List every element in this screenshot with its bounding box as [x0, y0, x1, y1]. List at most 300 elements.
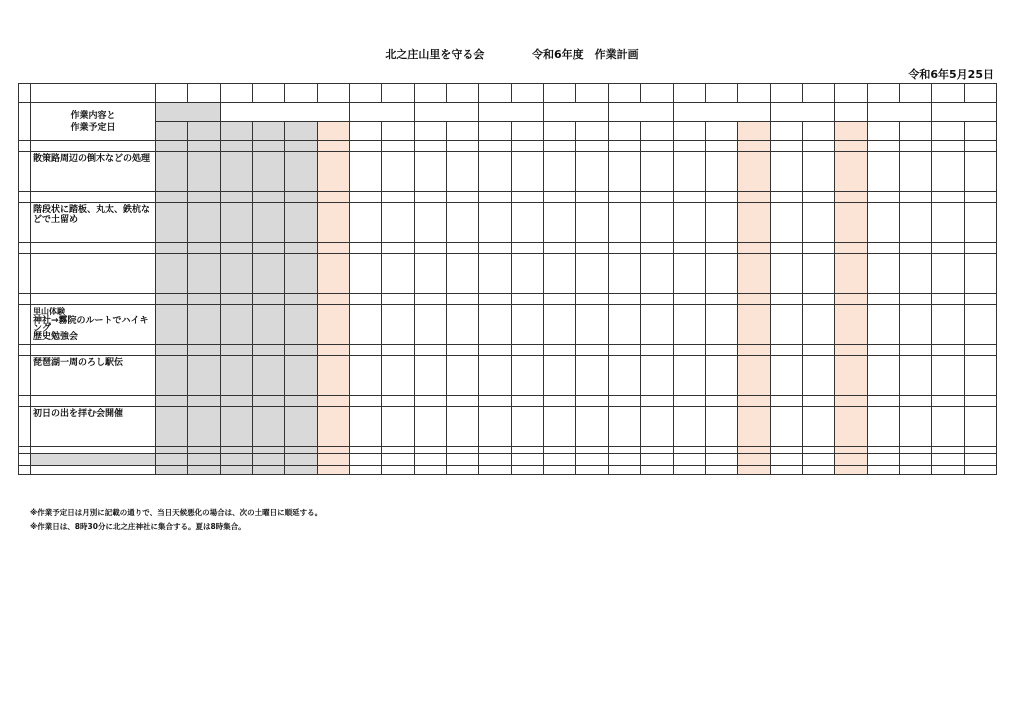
schedule-cell	[220, 466, 252, 475]
schedule-cell	[156, 305, 188, 345]
schedule-cell	[188, 447, 220, 454]
day-label	[317, 122, 349, 141]
attendance-count	[285, 454, 317, 466]
task-mark	[544, 141, 576, 152]
task-mark	[156, 141, 188, 152]
task-mark	[220, 192, 252, 203]
task-mark	[738, 192, 770, 203]
column-number-row	[19, 84, 997, 103]
schedule-cell	[964, 356, 996, 396]
org-name: 北之庄山里を守る会	[385, 48, 485, 61]
schedule-cell	[447, 407, 479, 447]
task-title-row	[19, 192, 997, 203]
task-mark	[964, 294, 996, 305]
schedule-cell	[253, 203, 285, 243]
task-title-row	[19, 141, 997, 152]
schedule-cell	[350, 152, 382, 192]
plan-title: 令和6年度 作業計画	[532, 48, 639, 61]
schedule-cell	[802, 254, 834, 294]
task-mark	[156, 192, 188, 203]
schedule-cell	[835, 466, 867, 475]
schedule-cell	[608, 447, 640, 454]
task-mark	[350, 294, 382, 305]
month-label	[835, 103, 867, 122]
schedule-cell	[770, 407, 802, 447]
task-mark	[447, 396, 479, 407]
schedule-cell	[544, 203, 576, 243]
task-mark	[447, 192, 479, 203]
task-mark	[414, 243, 446, 254]
schedule-cell	[641, 152, 673, 192]
day-label	[964, 122, 996, 141]
schedule-cell	[188, 466, 220, 475]
day-label	[511, 122, 543, 141]
column-number	[835, 84, 867, 103]
task-mark	[932, 396, 964, 407]
schedule-cell	[285, 305, 317, 345]
schedule-cell	[932, 305, 964, 345]
task-mark	[641, 141, 673, 152]
schedule-cell	[350, 305, 382, 345]
notes	[30, 506, 322, 534]
schedule-cell	[285, 447, 317, 454]
schedule-cell	[511, 356, 543, 396]
schedule-cell	[899, 305, 931, 345]
task-mark	[802, 243, 834, 254]
attendance-count	[770, 454, 802, 466]
task-mark	[835, 243, 867, 254]
schedule-cell	[511, 466, 543, 475]
task-number	[19, 294, 31, 305]
task-description-line: 階段状に踏板、丸太、鉄杭な	[33, 205, 151, 215]
schedule-cell	[770, 254, 802, 294]
schedule-cell	[317, 254, 349, 294]
task-title-row	[19, 294, 997, 305]
schedule-cell	[285, 152, 317, 192]
attendance-count	[188, 454, 220, 466]
schedule-cell	[479, 152, 511, 192]
schedule-cell	[641, 203, 673, 243]
schedule-cell	[705, 305, 737, 345]
task-title-row	[19, 243, 997, 254]
schedule-cell	[544, 466, 576, 475]
task-mark	[705, 345, 737, 356]
attendance-count	[738, 454, 770, 466]
schedule-cell	[414, 356, 446, 396]
schedule-cell	[414, 447, 446, 454]
task-number-blank	[19, 254, 31, 294]
schedule-cell	[738, 305, 770, 345]
schedule-cell	[705, 447, 737, 454]
task-number	[19, 141, 31, 152]
column-number	[382, 84, 414, 103]
blank-row	[19, 466, 997, 475]
attendance-count	[220, 454, 252, 466]
day-label	[608, 122, 640, 141]
day-label	[285, 122, 317, 141]
column-number	[511, 84, 543, 103]
task-mark	[447, 345, 479, 356]
task-desc-row	[19, 356, 997, 396]
column-number	[544, 84, 576, 103]
task-number	[19, 345, 31, 356]
task-mark	[414, 396, 446, 407]
task-mark	[188, 396, 220, 407]
schedule-cell	[479, 466, 511, 475]
task-mark	[899, 141, 931, 152]
task-header-label	[31, 103, 156, 141]
attendance-count	[899, 454, 931, 466]
schedule-cell	[220, 254, 252, 294]
schedule-cell	[641, 356, 673, 396]
task-mark	[867, 141, 899, 152]
attendance-count	[705, 454, 737, 466]
schedule-cell	[867, 254, 899, 294]
task-mark	[285, 345, 317, 356]
work-plan-table	[18, 83, 997, 475]
schedule-cell	[673, 305, 705, 345]
schedule-cell	[867, 447, 899, 454]
task-mark	[705, 396, 737, 407]
task-mark	[738, 345, 770, 356]
task-mark	[835, 141, 867, 152]
schedule-cell	[447, 466, 479, 475]
schedule-cell	[608, 466, 640, 475]
schedule-cell	[156, 447, 188, 454]
task-mark	[899, 243, 931, 254]
task-mark	[479, 294, 511, 305]
task-mark	[350, 192, 382, 203]
schedule-cell	[576, 407, 608, 447]
schedule-cell	[899, 254, 931, 294]
task-desc-row	[19, 203, 997, 243]
task-mark	[414, 141, 446, 152]
task-mark	[835, 192, 867, 203]
schedule-cell	[253, 407, 285, 447]
schedule-cell	[705, 203, 737, 243]
attendance-count	[544, 454, 576, 466]
task-header-line: 作業内容と	[70, 110, 116, 121]
schedule-cell	[188, 407, 220, 447]
task-mark	[317, 345, 349, 356]
task-description	[31, 305, 156, 345]
task-mark	[932, 243, 964, 254]
schedule-cell	[350, 466, 382, 475]
task-desc-row	[19, 305, 997, 345]
schedule-cell	[188, 356, 220, 396]
task-mark	[544, 243, 576, 254]
schedule-cell	[641, 254, 673, 294]
schedule-cell	[544, 356, 576, 396]
task-description	[31, 407, 156, 447]
task-mark	[350, 345, 382, 356]
task-mark	[964, 345, 996, 356]
schedule-cell	[447, 447, 479, 454]
task-mark	[673, 192, 705, 203]
schedule-cell	[835, 152, 867, 192]
schedule-cell	[770, 447, 802, 454]
task-mark	[608, 243, 640, 254]
schedule-cell	[447, 356, 479, 396]
schedule-cell	[802, 466, 834, 475]
task-mark	[188, 141, 220, 152]
task-mark	[188, 345, 220, 356]
task-mark	[188, 192, 220, 203]
task-number	[19, 192, 31, 203]
schedule-cell	[964, 447, 996, 454]
schedule-cell	[738, 466, 770, 475]
task-mark	[738, 294, 770, 305]
task-mark	[350, 141, 382, 152]
schedule-cell	[414, 305, 446, 345]
schedule-cell	[317, 466, 349, 475]
schedule-cell	[899, 407, 931, 447]
task-number-blank	[19, 356, 31, 396]
schedule-cell	[156, 356, 188, 396]
schedule-cell	[317, 356, 349, 396]
schedule-cell	[285, 203, 317, 243]
schedule-cell	[414, 407, 446, 447]
schedule-cell	[802, 356, 834, 396]
task-mark	[802, 192, 834, 203]
task-mark	[608, 192, 640, 203]
day-label	[705, 122, 737, 141]
task-mark	[673, 243, 705, 254]
schedule-cell	[932, 447, 964, 454]
task-mark	[802, 294, 834, 305]
schedule-cell	[317, 407, 349, 447]
task-mark	[835, 345, 867, 356]
task-mark	[156, 294, 188, 305]
task-mark	[867, 243, 899, 254]
schedule-cell	[932, 407, 964, 447]
schedule-cell	[802, 203, 834, 243]
schedule-cell	[220, 407, 252, 447]
schedule-cell	[802, 152, 834, 192]
schedule-cell	[350, 356, 382, 396]
column-number	[608, 84, 640, 103]
day-label	[835, 122, 867, 141]
month-label	[156, 103, 221, 122]
schedule-cell	[770, 203, 802, 243]
task-mark	[770, 345, 802, 356]
task-mark	[382, 345, 414, 356]
schedule-cell	[220, 305, 252, 345]
task-mark	[220, 345, 252, 356]
task-mark	[673, 396, 705, 407]
schedule-cell	[738, 356, 770, 396]
task-mark	[770, 243, 802, 254]
column-number	[253, 84, 285, 103]
task-mark	[899, 345, 931, 356]
schedule-cell	[188, 203, 220, 243]
schedule-cell	[479, 407, 511, 447]
task-mark	[511, 243, 543, 254]
schedule-cell	[899, 203, 931, 243]
month-label	[350, 103, 415, 122]
column-number	[220, 84, 252, 103]
column-number	[932, 84, 964, 103]
attendance-count	[641, 454, 673, 466]
task-mark	[738, 396, 770, 407]
task-number-blank	[19, 305, 31, 345]
document-title	[0, 46, 1024, 62]
day-label	[382, 122, 414, 141]
task-mark	[156, 243, 188, 254]
schedule-cell	[705, 254, 737, 294]
schedule-cell	[382, 203, 414, 243]
task-mark	[479, 243, 511, 254]
task-mark	[608, 345, 640, 356]
task-mark	[641, 243, 673, 254]
column-number	[738, 84, 770, 103]
task-title	[31, 294, 156, 305]
month-label	[608, 103, 673, 122]
task-mark	[705, 294, 737, 305]
day-label	[867, 122, 899, 141]
month-label	[932, 103, 997, 122]
day-label	[738, 122, 770, 141]
task-number	[19, 243, 31, 254]
attendance-count	[673, 454, 705, 466]
month-label	[479, 103, 544, 122]
schedule-cell	[673, 203, 705, 243]
schedule-cell	[641, 466, 673, 475]
attendance-count	[382, 454, 414, 466]
schedule-cell	[738, 447, 770, 454]
schedule-cell	[770, 152, 802, 192]
schedule-cell	[382, 407, 414, 447]
task-description-line: 歴史勉強会	[33, 332, 79, 342]
column-number	[188, 84, 220, 103]
attendance-count	[802, 454, 834, 466]
task-mark	[705, 243, 737, 254]
task-mark	[641, 192, 673, 203]
schedule-cell	[285, 254, 317, 294]
schedule-cell	[835, 305, 867, 345]
task-mark	[576, 192, 608, 203]
task-mark	[770, 141, 802, 152]
task-description-line: 琵琶湖一周のろし駅伝	[33, 358, 124, 368]
task-description-line: 初日の出を拝む会開催	[33, 409, 124, 419]
task-desc-row	[19, 407, 997, 447]
schedule-cell	[932, 254, 964, 294]
column-number	[317, 84, 349, 103]
task-mark	[382, 243, 414, 254]
month-label	[673, 103, 770, 122]
task-mark	[382, 192, 414, 203]
schedule-cell	[867, 356, 899, 396]
task-mark	[608, 141, 640, 152]
schedule-cell	[964, 203, 996, 243]
schedule-cell	[738, 203, 770, 243]
schedule-cell	[608, 356, 640, 396]
task-mark	[576, 345, 608, 356]
schedule-cell	[479, 356, 511, 396]
task-mark	[867, 294, 899, 305]
task-number-blank	[19, 407, 31, 447]
schedule-cell	[544, 152, 576, 192]
day-label	[414, 122, 446, 141]
schedule-cell	[382, 356, 414, 396]
schedule-cell	[285, 407, 317, 447]
task-mark	[964, 396, 996, 407]
task-mark	[673, 141, 705, 152]
task-mark	[705, 192, 737, 203]
task-mark	[576, 294, 608, 305]
schedule-cell	[673, 447, 705, 454]
schedule-cell	[705, 466, 737, 475]
schedule-cell	[802, 305, 834, 345]
task-description	[31, 356, 156, 396]
task-mark	[479, 141, 511, 152]
schedule-cell	[350, 407, 382, 447]
task-mark	[382, 141, 414, 152]
schedule-cell	[156, 407, 188, 447]
schedule-cell	[641, 305, 673, 345]
schedule-cell	[964, 152, 996, 192]
month-row	[19, 103, 997, 122]
schedule-cell	[511, 407, 543, 447]
schedule-cell	[802, 447, 834, 454]
schedule-cell	[382, 466, 414, 475]
schedule-cell	[802, 407, 834, 447]
schedule-cell	[835, 254, 867, 294]
task-mark	[253, 294, 285, 305]
schedule-cell	[770, 466, 802, 475]
corner-blank	[31, 84, 156, 103]
task-mark	[511, 396, 543, 407]
task-number-blank	[19, 152, 31, 192]
schedule-cell	[253, 447, 285, 454]
schedule-cell	[835, 203, 867, 243]
schedule-cell	[285, 356, 317, 396]
task-mark	[544, 294, 576, 305]
schedule-cell	[285, 466, 317, 475]
schedule-cell	[544, 407, 576, 447]
task-mark	[641, 396, 673, 407]
schedule-cell	[188, 254, 220, 294]
schedule-cell	[479, 254, 511, 294]
day-label	[544, 122, 576, 141]
task-mark	[835, 396, 867, 407]
task-header-line: 作業予定日	[70, 122, 116, 133]
day-label	[899, 122, 931, 141]
column-number	[447, 84, 479, 103]
column-number	[673, 84, 705, 103]
schedule-cell	[511, 203, 543, 243]
task-mark	[705, 141, 737, 152]
task-mark	[156, 396, 188, 407]
task-mark	[447, 294, 479, 305]
column-number	[350, 84, 382, 103]
task-mark	[738, 141, 770, 152]
task-mark	[350, 396, 382, 407]
column-number	[156, 84, 188, 103]
task-mark	[932, 345, 964, 356]
schedule-cell	[673, 356, 705, 396]
schedule-cell	[447, 203, 479, 243]
task-mark	[802, 141, 834, 152]
task-mark	[253, 141, 285, 152]
schedule-cell	[156, 203, 188, 243]
task-mark	[317, 192, 349, 203]
month-label	[770, 103, 835, 122]
schedule-cell	[414, 203, 446, 243]
blank	[19, 466, 31, 475]
schedule-cell	[705, 152, 737, 192]
day-label	[673, 122, 705, 141]
